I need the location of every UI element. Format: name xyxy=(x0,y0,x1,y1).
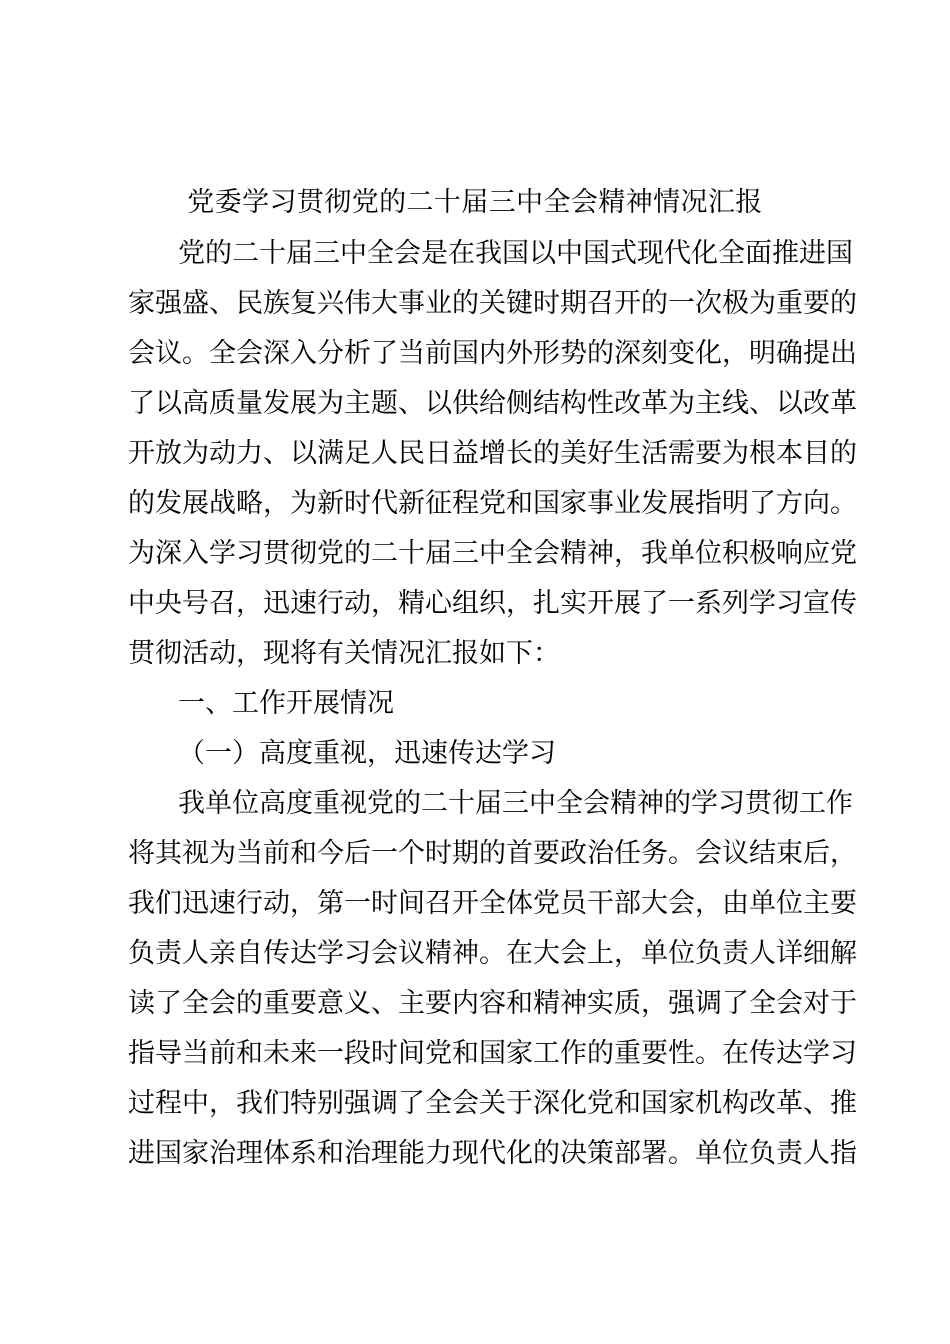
paragraph-line: 我们迅速行动，第一时间召开全体党员干部大会，由单位主要 xyxy=(128,888,857,919)
paragraph-line: 的发展战略，为新时代新征程党和国家事业发展指明了方向。 xyxy=(128,488,857,519)
paragraph-line: 家强盛、民族复兴伟大事业的关键时期召开的一次极为重要的 xyxy=(128,288,857,319)
paragraph-line: 党的二十届三中全会是在我国以中国式现代化全面推进国 xyxy=(178,238,853,269)
paragraph-line: 了以高质量发展为主题、以供给侧结构性改革为主线、以改革 xyxy=(128,388,857,419)
paragraph-line: 为深入学习贯彻党的二十届三中全会精神，我单位积极响应党 xyxy=(128,538,857,569)
paragraph-line: 指导当前和未来一段时间党和国家工作的重要性。在传达学习 xyxy=(128,1038,857,1069)
paragraph-line: 将其视为当前和今后一个时期的首要政治任务。会议结束后， xyxy=(128,838,857,869)
subsection-heading: （一）高度重视，迅速传达学习 xyxy=(178,738,556,769)
paragraph-line: 贯彻活动，现将有关情况汇报如下： xyxy=(128,638,560,669)
paragraph-line: 读了全会的重要意义、主要内容和精神实质，强调了全会对于 xyxy=(128,988,857,1019)
paragraph-line: 进国家治理体系和治理能力现代化的决策部署。单位负责人指 xyxy=(128,1138,857,1169)
paragraph-line: 过程中，我们特别强调了全会关于深化党和国家机构改革、推 xyxy=(128,1088,857,1119)
paragraph-line: 开放为动力、以满足人民日益增长的美好生活需要为根本目的 xyxy=(128,438,857,469)
paragraph-line: 会议。全会深入分析了当前国内外形势的深刻变化，明确提出 xyxy=(128,338,857,369)
paragraph-line: 负责人亲自传达学习会议精神。在大会上，单位负责人详细解 xyxy=(128,938,857,969)
section-heading: 一、工作开展情况 xyxy=(178,688,394,719)
document-title: 党委学习贯彻党的二十届三中全会精神情况汇报 xyxy=(187,187,763,218)
paragraph-line: 我单位高度重视党的二十届三中全会精神的学习贯彻工作 xyxy=(178,788,853,819)
paragraph-line: 中央号召，迅速行动，精心组织，扎实开展了一系列学习宣传 xyxy=(128,588,857,619)
